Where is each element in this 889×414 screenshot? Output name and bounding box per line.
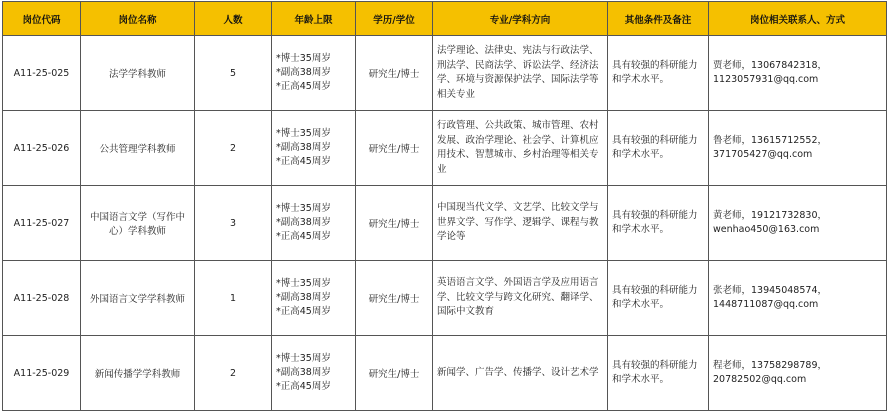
table-row: [3, 36, 887, 111]
header-contact: 岗位相关联系人、方式: [709, 2, 887, 36]
age-limit-doctor: *博士35周岁: [276, 128, 331, 139]
education: 研究生/博士: [356, 36, 433, 111]
contact-phone: 黄老师，19121732830，: [713, 209, 827, 221]
table-row: [3, 186, 887, 261]
table-row: [3, 261, 887, 336]
age-limit-associate: *副高38周岁: [276, 142, 331, 153]
position-count: 3: [195, 186, 272, 261]
position-count: 2: [195, 336, 272, 411]
age-limit-associate: *副高38周岁: [276, 292, 331, 303]
contact-phone: 贾老师，13067842318，: [713, 59, 827, 71]
contact: [709, 186, 887, 261]
position-code: A11-25-029: [3, 336, 81, 411]
position-name: 外国语言文学学科教师: [81, 261, 195, 336]
age-limit-full: *正高45周岁: [276, 81, 331, 92]
conditions: 具有较强的科研能力和学术水平。: [608, 261, 709, 336]
major: 行政管理、公共政策、城市管理、农村发展、政治学理论、社会学、计算机应用技术、智慧城市、乡村治理等相关专业: [433, 111, 608, 186]
contact-phone: 鲁老师，13615712552，: [713, 134, 827, 146]
major: 中国现当代文学、文艺学、比较文学与世界文学、写作学、逻辑学、课程与教学论等: [433, 186, 608, 261]
contact: [709, 336, 887, 411]
header-edu: 学历/学位: [356, 2, 433, 36]
header-age: 年龄上限: [272, 2, 356, 36]
position-name: 中国语言文学（写作中心）学科教师: [81, 186, 195, 261]
job-positions-table: [2, 1, 887, 411]
header-major: 专业/学科方向: [433, 2, 608, 36]
contact-email: 371705427@qq.com: [713, 149, 813, 160]
contact-email: 20782502@qq.com: [713, 374, 807, 385]
table-row: [3, 111, 887, 186]
age-limit: [272, 261, 356, 336]
age-limit: [272, 186, 356, 261]
position-count: 1: [195, 261, 272, 336]
age-limit-doctor: *博士35周岁: [276, 53, 331, 64]
table-row: [3, 336, 887, 411]
position-count: 5: [195, 36, 272, 111]
age-limit-full: *正高45周岁: [276, 156, 331, 167]
contact-email: 1448711087@qq.com: [713, 299, 819, 310]
position-code: A11-25-027: [3, 186, 81, 261]
position-code: A11-25-028: [3, 261, 81, 336]
contact: [709, 36, 887, 111]
age-limit-doctor: *博士35周岁: [276, 278, 331, 289]
education: 研究生/博士: [356, 336, 433, 411]
position-code: A11-25-026: [3, 111, 81, 186]
position-count: 2: [195, 111, 272, 186]
header-count: 人数: [195, 2, 272, 36]
age-limit-doctor: *博士35周岁: [276, 203, 331, 214]
age-limit: [272, 111, 356, 186]
major: 新闻学、广告学、传播学、设计艺术学: [433, 336, 608, 411]
position-code: A11-25-025: [3, 36, 81, 111]
conditions: 具有较强的科研能力和学术水平。: [608, 336, 709, 411]
header-name: 岗位名称: [81, 2, 195, 36]
position-name: 公共管理学科教师: [81, 111, 195, 186]
position-name: 新闻传播学学科教师: [81, 336, 195, 411]
contact: [709, 111, 887, 186]
education: 研究生/博士: [356, 111, 433, 186]
age-limit-full: *正高45周岁: [276, 381, 331, 392]
header-conditions: 其他条件及备注: [608, 2, 709, 36]
age-limit-associate: *副高38周岁: [276, 367, 331, 378]
age-limit-doctor: *博士35周岁: [276, 353, 331, 364]
age-limit: [272, 36, 356, 111]
contact-phone: 张老师，13945048574，: [713, 284, 827, 296]
age-limit-associate: *副高38周岁: [276, 67, 331, 78]
major: 法学理论、法律史、宪法与行政法学、刑法学、民商法学、诉讼法学、经济法学、环境与资源保护法学、国际法学等相关专业: [433, 36, 608, 111]
major: 英语语言文学、外国语言学及应用语言学、比较文学与跨文化研究、翻译学、国际中文教育: [433, 261, 608, 336]
contact-email: 1123057931@qq.com: [713, 74, 819, 85]
conditions: 具有较强的科研能力和学术水平。: [608, 186, 709, 261]
age-limit-associate: *副高38周岁: [276, 217, 331, 228]
position-name: 法学学科教师: [81, 36, 195, 111]
contact: [709, 261, 887, 336]
header-code: 岗位代码: [3, 2, 81, 36]
education: 研究生/博士: [356, 186, 433, 261]
age-limit-full: *正高45周岁: [276, 231, 331, 242]
age-limit: [272, 336, 356, 411]
education: 研究生/博士: [356, 261, 433, 336]
contact-email: wenhao450@163.com: [713, 224, 820, 235]
header-row: [3, 2, 887, 36]
conditions: 具有较强的科研能力和学术水平。: [608, 36, 709, 111]
contact-phone: 程老师，13758298789，: [713, 359, 827, 371]
conditions: 具有较强的科研能力和学术水平。: [608, 111, 709, 186]
age-limit-full: *正高45周岁: [276, 306, 331, 317]
